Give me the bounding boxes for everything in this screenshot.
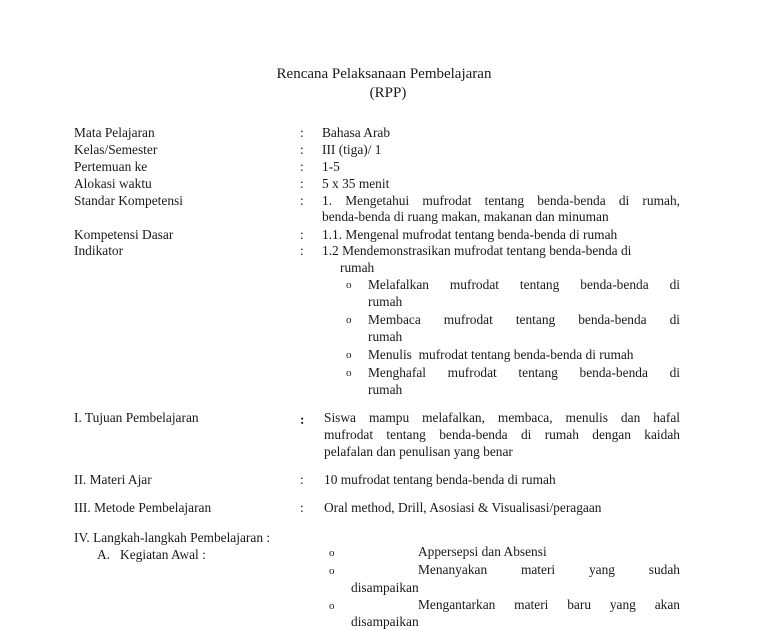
colon: : (300, 193, 304, 208)
value-materi: 10 mufrodat tentang benda-benda di rumah (324, 472, 556, 487)
indikator-item-1: Melafalkan mufrodat tentang benda-benda di (368, 277, 680, 292)
indikator-item-1-cont: rumah (368, 294, 403, 309)
label-metode: III. Metode Pembelajaran (74, 500, 212, 515)
value-standar-kompetensi-2: benda-benda di ruang makan, makanan dan minuman (322, 209, 609, 224)
kegiatan-item-2-cont: disampaikan (351, 580, 419, 595)
bullet-icon: o (329, 600, 335, 612)
colon: : (300, 125, 304, 140)
value-mata-pelajaran: Bahasa Arab (322, 125, 391, 140)
value-indikator-1: 1.2 Mendemonstrasikan mufrodat tentang benda-benda di (322, 243, 632, 258)
label-pertemuan: Pertemuan ke (74, 159, 148, 174)
colon: : (300, 500, 304, 515)
value-pertemuan: 1-5 (322, 159, 340, 174)
label-kompetensi-dasar: Kompetensi Dasar (74, 227, 174, 242)
label-tujuan: I. Tujuan Pembelajaran (74, 410, 199, 425)
colon: : (300, 159, 304, 174)
label-materi: II. Materi Ajar (74, 472, 152, 487)
colon: : (300, 472, 304, 487)
colon: : (300, 176, 304, 191)
colon: : (300, 142, 304, 157)
value-standar-kompetensi-1: 1. Mengetahui mufrodat tentang benda-benda di rumah, (322, 193, 680, 208)
value-tujuan-2: mufrodat tentang benda-benda di rumah dengan kaidah (324, 427, 680, 442)
bullet-icon: o (329, 565, 335, 577)
label-indikator: Indikator (74, 243, 124, 258)
indikator-item-4-cont: rumah (368, 382, 403, 397)
indikator-item-2: Membaca mufrodat tentang benda-benda di (368, 312, 680, 327)
indikator-item-2-cont: rumah (368, 329, 403, 344)
bullet-icon: o (346, 279, 352, 291)
kegiatan-item-2: Menanyakan materi yang sudah (418, 562, 680, 577)
value-tujuan-1: Siswa mampu melafalkan, membaca, menulis dan hafal (324, 410, 680, 425)
label-mata-pelajaran: Mata Pelajaran (74, 125, 155, 140)
label-langkah: IV. Langkah-langkah Pembelajaran : (74, 530, 271, 545)
value-indikator-2: rumah (340, 260, 375, 275)
bullet-icon: o (329, 547, 335, 559)
value-alokasi-waktu: 5 x 35 menit (322, 176, 390, 191)
colon: : (300, 227, 304, 242)
page-title: Rencana Pelaksanaan Pembelajaran (276, 66, 492, 82)
indikator-item-3: Menulis mufrodat tentang benda-benda di rumah (368, 347, 634, 362)
colon: : (300, 243, 304, 258)
value-tujuan-3: pelafalan dan penulisan yang benar (324, 444, 513, 459)
kegiatan-item-3-cont: disampaikan (351, 614, 419, 629)
page-subtitle: (RPP) (369, 85, 407, 101)
label-kelas-semester: Kelas/Semester (74, 142, 158, 157)
bullet-icon: o (346, 349, 352, 361)
value-kompetensi-dasar: 1.1. Mengenal mufrodat tentang benda-benda di rumah (322, 227, 618, 242)
colon: : (300, 412, 305, 427)
label-standar-kompetensi: Standar Kompetensi (74, 193, 183, 208)
label-kegiatan-awal: A. Kegiatan Awal : (97, 547, 206, 562)
kegiatan-item-1: Appersepsi dan Absensi (418, 544, 547, 559)
bullet-icon: o (346, 314, 352, 326)
value-metode: Oral method, Drill, Asosiasi & Visualisasi/peragaan (324, 500, 602, 515)
label-alokasi-waktu: Alokasi waktu (74, 176, 152, 191)
kegiatan-item-3: Mengantarkan materi baru yang akan (418, 597, 680, 612)
value-kelas-semester: III (tiga)/ 1 (322, 142, 382, 157)
indikator-item-4: Menghafal mufrodat tentang benda-benda di (368, 365, 680, 380)
bullet-icon: o (346, 367, 352, 379)
